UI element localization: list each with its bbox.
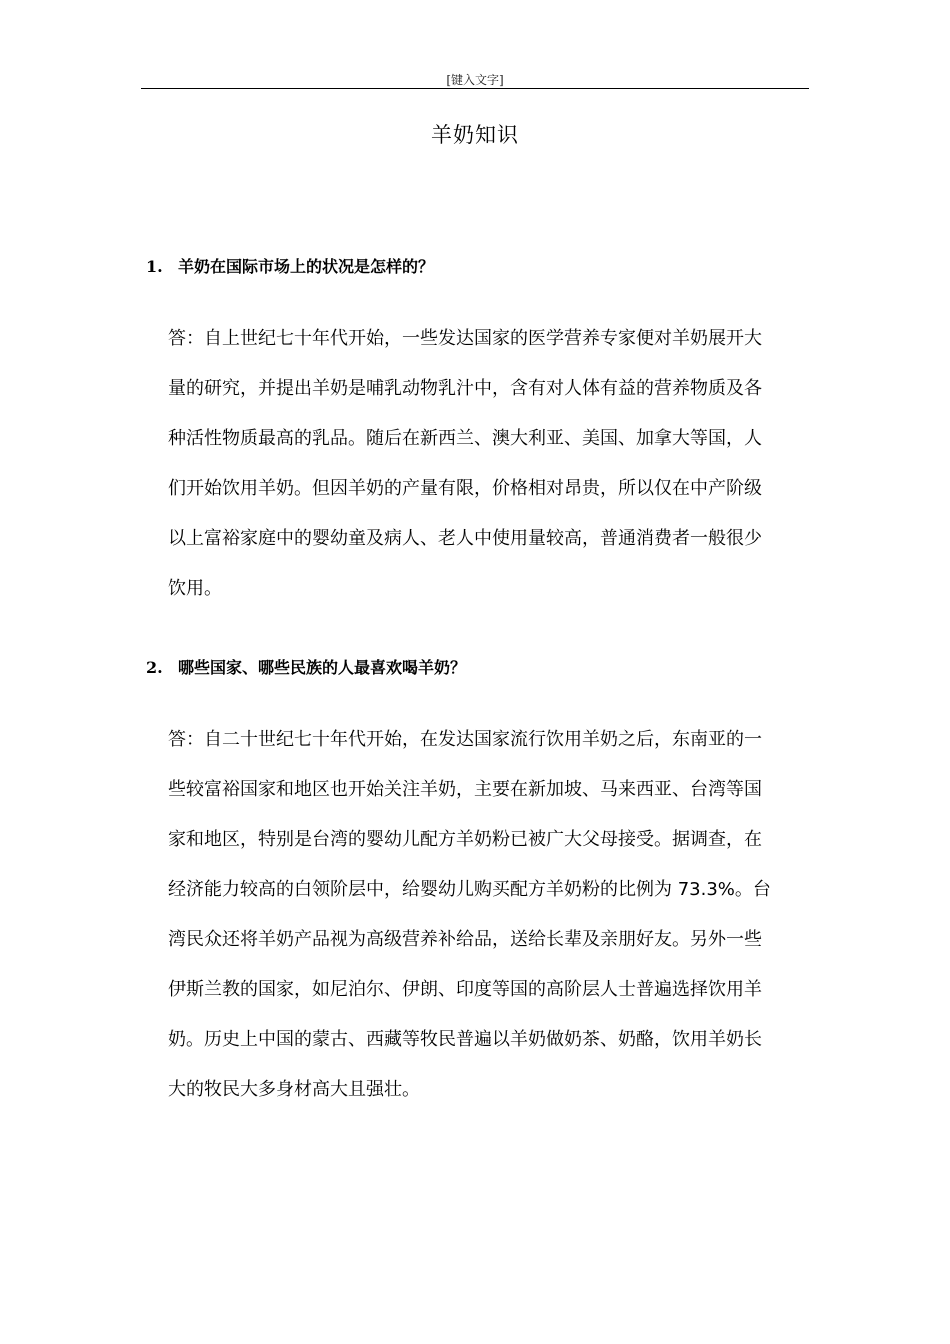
question-2-number: 2. [146, 658, 163, 677]
question-1-number: 1. [146, 257, 163, 276]
answer-2-line: 奶。历史上中国的蒙古、西藏等牧民普遍以羊奶做奶茶、奶酪，饮用羊奶长 [168, 1029, 762, 1050]
answer-2-line: 湾民众还将羊奶产品视为高级营养补给品，送给长辈及亲朋好友。另外一些 [168, 929, 762, 950]
question-1 [146, 255, 816, 279]
answer-2-line: 家和地区，特别是台湾的婴幼儿配方羊奶粉已被广大父母接受。据调查，在 [168, 829, 762, 850]
question-2-text: 哪些国家、哪些民族的人最喜欢喝羊奶？ [178, 658, 467, 677]
question-1-text: 羊奶在国际市场上的状况是怎样的？ [178, 257, 435, 276]
answer-1-line: 们开始饮用羊奶。但因羊奶的产量有限，价格相对昂贵，所以仅在中产阶级 [168, 478, 762, 499]
answer-2-line: 伊斯兰教的国家，如尼泊尔、伊朗、印度等国的高阶层人士普遍选择饮用羊 [168, 979, 762, 1000]
question-2 [146, 656, 816, 680]
answer-1-line: 饮用。 [168, 578, 222, 599]
answer-2-line: 答：自二十世纪七十年代开始，在发达国家流行饮用羊奶之后，东南亚的一 [168, 729, 762, 750]
answer-1-line: 以上富裕家庭中的婴幼童及病人、老人中使用量较高，普通消费者一般很少 [168, 528, 762, 549]
answer-1-line: 量的研究，并提出羊奶是哺乳动物乳汁中，含有对人体有益的营养物质及各 [168, 378, 762, 399]
answer-1-line: 种活性物质最高的乳品。随后在新西兰、澳大利亚、美国、加拿大等国，人 [168, 428, 762, 449]
answer-1 [168, 314, 812, 614]
page-header-text: [键入文字] [446, 73, 504, 87]
answer-2-line: 些较富裕国家和地区也开始关注羊奶，主要在新加坡、马来西亚、台湾等国 [168, 779, 762, 800]
answer-2 [168, 715, 812, 1115]
answer-1-line: 答：自上世纪七十年代开始，一些发达国家的医学营养专家便对羊奶展开大 [168, 328, 762, 349]
answer-2-line: 大的牧民大多身材高大且强壮。 [168, 1079, 420, 1100]
answer-2-line: 经济能力较高的白领阶层中，给婴幼儿购买配方羊奶粉的比例为 73.3%。台 [168, 879, 771, 900]
header-divider [141, 88, 809, 89]
document-title: 羊奶知识 [431, 123, 519, 147]
